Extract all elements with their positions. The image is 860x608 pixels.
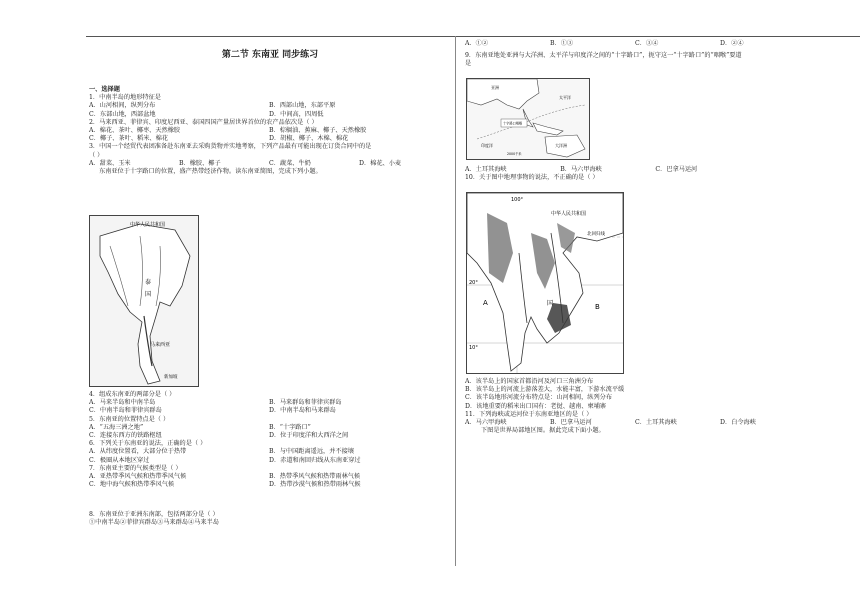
q1-option-b[interactable]: B．西部山地，东部平原 — [269, 102, 336, 110]
q4-option-c[interactable]: C．中南半岛和菲律宾群岛 — [89, 407, 162, 415]
q8-option-b[interactable]: B．①③ — [550, 40, 574, 47]
q4-stem: 4．组成东南亚的两部分是（ ） — [89, 391, 176, 398]
q5-option-a[interactable]: A．“五海三洲之地” — [89, 423, 144, 431]
q2-stem: 2．马来西亚、菲律宾、印度尼西亚、泰国四国产量居世界首位的农产品依次是（ ） — [89, 118, 318, 126]
map3-label-tropic: 北回归线 — [587, 232, 605, 237]
q11-option-a[interactable]: A．马六甲海峡 — [465, 418, 507, 426]
next-map-intro: 下图是世界局部地区图。据此完成下面小题。 — [481, 427, 605, 435]
q5-option-d[interactable]: D．位于印度洋和大西洋之间 — [269, 431, 349, 439]
section-heading: 一、选择题 — [89, 86, 120, 93]
q8-items: ①中南半岛②菲律宾群岛③马来群岛④马来半岛 — [89, 519, 219, 527]
q7-stem: 7．东南亚主要的气候类型是（ ） — [89, 464, 182, 472]
q7-options-2 — [89, 481, 449, 489]
q4-option-b[interactable]: B．马来群岛和菲律宾群岛 — [269, 399, 342, 407]
q10-option-d[interactable]: D．该地重要的稻米出口国有：老挝、越南、柬埔寨 — [465, 402, 607, 410]
left-column-lower — [89, 391, 449, 528]
southeast-asia-map-graphic — [90, 216, 198, 386]
q3-option-d[interactable]: D．棉花、小麦 — [359, 159, 402, 167]
q1-option-c[interactable]: C．东部山地，西部盆地 — [89, 110, 156, 118]
map1-label-china: 中华人民共和国 — [130, 222, 166, 228]
map3-label-guo: 国 — [547, 300, 554, 307]
q3-stem: 3．中国一个经贸代表团准备赴东南亚去采购货物并实地考察，下列产品最有可能出现在订货合同中的是 — [89, 143, 372, 151]
map3-label-b: B — [595, 303, 600, 311]
q9-stem: 9．东南亚地处亚洲与大洋洲、太平洋与印度洋之间的“十字路口”，扼守这一“十字路口”的“咽喉”要道 — [465, 52, 742, 60]
map3-label-20: 20° — [469, 280, 478, 286]
q7-option-b[interactable]: B．热带季风气候和热带雨林气候 — [269, 472, 361, 480]
q1-options — [89, 102, 449, 110]
q2-option-c[interactable]: C．椰子、茶叶、稻米、棉花 — [89, 135, 168, 143]
q1-options-2 — [89, 111, 449, 119]
q8-options — [465, 40, 805, 48]
q3-option-b[interactable]: B．橡胶、椰子 — [179, 159, 221, 167]
q7-option-d[interactable]: D．热带沙漠气候和热带雨林气候 — [269, 481, 361, 489]
page-title: 第二节 东南亚 同步练习 — [221, 50, 319, 60]
q11-options — [465, 419, 805, 427]
q4-options-2 — [89, 407, 449, 415]
q6-options-2 — [89, 457, 449, 465]
q10-option-c[interactable]: C．该半岛地形河流分布特点是：山河相间，纵列分布 — [465, 394, 613, 402]
q9-options — [465, 166, 805, 174]
q1-option-a[interactable]: A．山河相间，纵列分布 — [89, 102, 156, 110]
q9-option-c[interactable]: C．巴拿马运河 — [655, 166, 698, 173]
q1-stem: 1．中南半岛的地形特征是 — [89, 94, 161, 102]
map3-label-china: 中华人民共和国 — [551, 211, 587, 217]
q7-option-c[interactable]: C．地中海气候和热带季风气候 — [89, 481, 175, 489]
map2-label-oceania: 大洋洲 — [555, 143, 567, 148]
q1-option-d[interactable]: D．中间高，四周低 — [269, 110, 324, 118]
q6-option-c[interactable]: C．极圈从本地区穿过 — [89, 456, 150, 464]
crossroads-map-graphic — [467, 79, 589, 159]
q5-options — [89, 424, 449, 432]
q8-stem: 8．东南亚位于亚洲东南部，包括两部分是（ ） — [89, 511, 219, 519]
map1-label-malaysia: 马来西亚 — [150, 342, 171, 348]
q5-stem: 5．东南亚的位置特点是（ ） — [89, 415, 170, 423]
crossroads-map — [466, 78, 590, 160]
q4-option-a[interactable]: A．马来半岛和中南半岛 — [89, 399, 156, 407]
right-column — [465, 40, 805, 69]
q2-option-d[interactable]: D．胡椒、椰子、木棉、棉花 — [269, 135, 349, 143]
q10-stem: 10．关于图中地理事物的说法，不正确的是（ ） — [465, 174, 599, 182]
right-column-lower — [465, 378, 805, 435]
right-column-mid — [465, 166, 805, 182]
q11-stem: 11．下列海峡或运河位于东南亚地区的是（ ） — [465, 410, 593, 418]
q8-option-a[interactable]: A．①② — [465, 40, 489, 47]
q11-option-b[interactable]: B．巴拿马运河 — [550, 418, 592, 426]
map3-label-100: 100° — [511, 197, 524, 203]
q8-option-d[interactable]: D．②④ — [720, 40, 744, 47]
q3-stem-cont: （ ） — [89, 151, 104, 159]
q7-options — [89, 473, 449, 481]
indochina-map-graphic — [467, 193, 623, 373]
q3-option-c[interactable]: C．蔬菜、牛奶 — [269, 159, 311, 167]
q6-options — [89, 448, 449, 456]
q9-option-b[interactable]: B．马六甲海峡 — [560, 166, 602, 173]
map2-label-indian: 印度洋 — [481, 143, 493, 148]
q9-option-a[interactable]: A．土耳其海峡 — [465, 166, 507, 173]
q7-option-a[interactable]: A．亚热带季风气候和热带季风气候 — [89, 472, 187, 480]
map1-label-singapore: 新加坡 — [164, 375, 178, 380]
q10-option-a[interactable]: A．该半岛上的国家首都沿河及河口三角洲分布 — [465, 378, 594, 385]
q6-stem: 6．下列关于东南亚的说法，正确的是（ ） — [89, 440, 207, 448]
q10-option-b[interactable]: B．该半岛上的河流上游落差大，水能丰富，下游水流平缓 — [465, 386, 625, 394]
map2-label-scale: 2000千米 — [507, 152, 522, 156]
indochina-map — [466, 192, 624, 374]
q5-option-b[interactable]: B．“十字路口” — [269, 423, 311, 431]
southeast-asia-map — [89, 215, 199, 387]
q5-options-2 — [89, 432, 449, 440]
q6-option-d[interactable]: D．赤道和南回归线从东南亚穿过 — [269, 456, 361, 464]
map2-label-gate: 十字路口咽喉 — [503, 121, 523, 126]
q5-option-c[interactable]: C．连接东西方的铁路枢纽 — [89, 431, 162, 439]
q4-option-d[interactable]: D．中南半岛和马来群岛 — [269, 407, 336, 415]
map3-label-a: A — [483, 299, 488, 307]
q2-options — [89, 127, 449, 135]
column-divider — [455, 36, 456, 566]
q11-option-c[interactable]: C．土耳其海峡 — [635, 418, 677, 426]
q6-option-b[interactable]: B．与中国距离遥远，并不接壤 — [269, 448, 354, 456]
map2-label-pacific: 太平洋 — [559, 95, 571, 100]
map1-label-guo: 国 — [145, 291, 152, 298]
map2-label-asia: 亚洲 — [491, 85, 499, 90]
q2-option-a[interactable]: A．棉花、茶叶、椰枣、天然橡胶 — [89, 126, 181, 134]
map1-label-thai: 泰 — [145, 279, 152, 286]
q8-option-c[interactable]: C．③④ — [635, 40, 659, 47]
q6-option-a[interactable]: A．从纬度位置看，大部分位于热带 — [89, 448, 187, 456]
q3-options — [89, 160, 449, 168]
map3-label-10: 10° — [469, 345, 478, 351]
left-column — [89, 86, 449, 176]
map-intro: 东南亚位于十字路口的位置，盛产热带经济作物。读东南亚简图，完成下列小题。 — [99, 167, 322, 175]
header-rule — [86, 36, 860, 37]
q3-option-a[interactable]: A．甜菜、玉米 — [89, 159, 131, 167]
q9-stem-cont: 是 — [465, 60, 472, 68]
q11-option-d[interactable]: D．白令海峡 — [720, 418, 756, 426]
q2-option-b[interactable]: B．棕榈油、蕉麻、椰子、天然橡胶 — [269, 126, 367, 134]
